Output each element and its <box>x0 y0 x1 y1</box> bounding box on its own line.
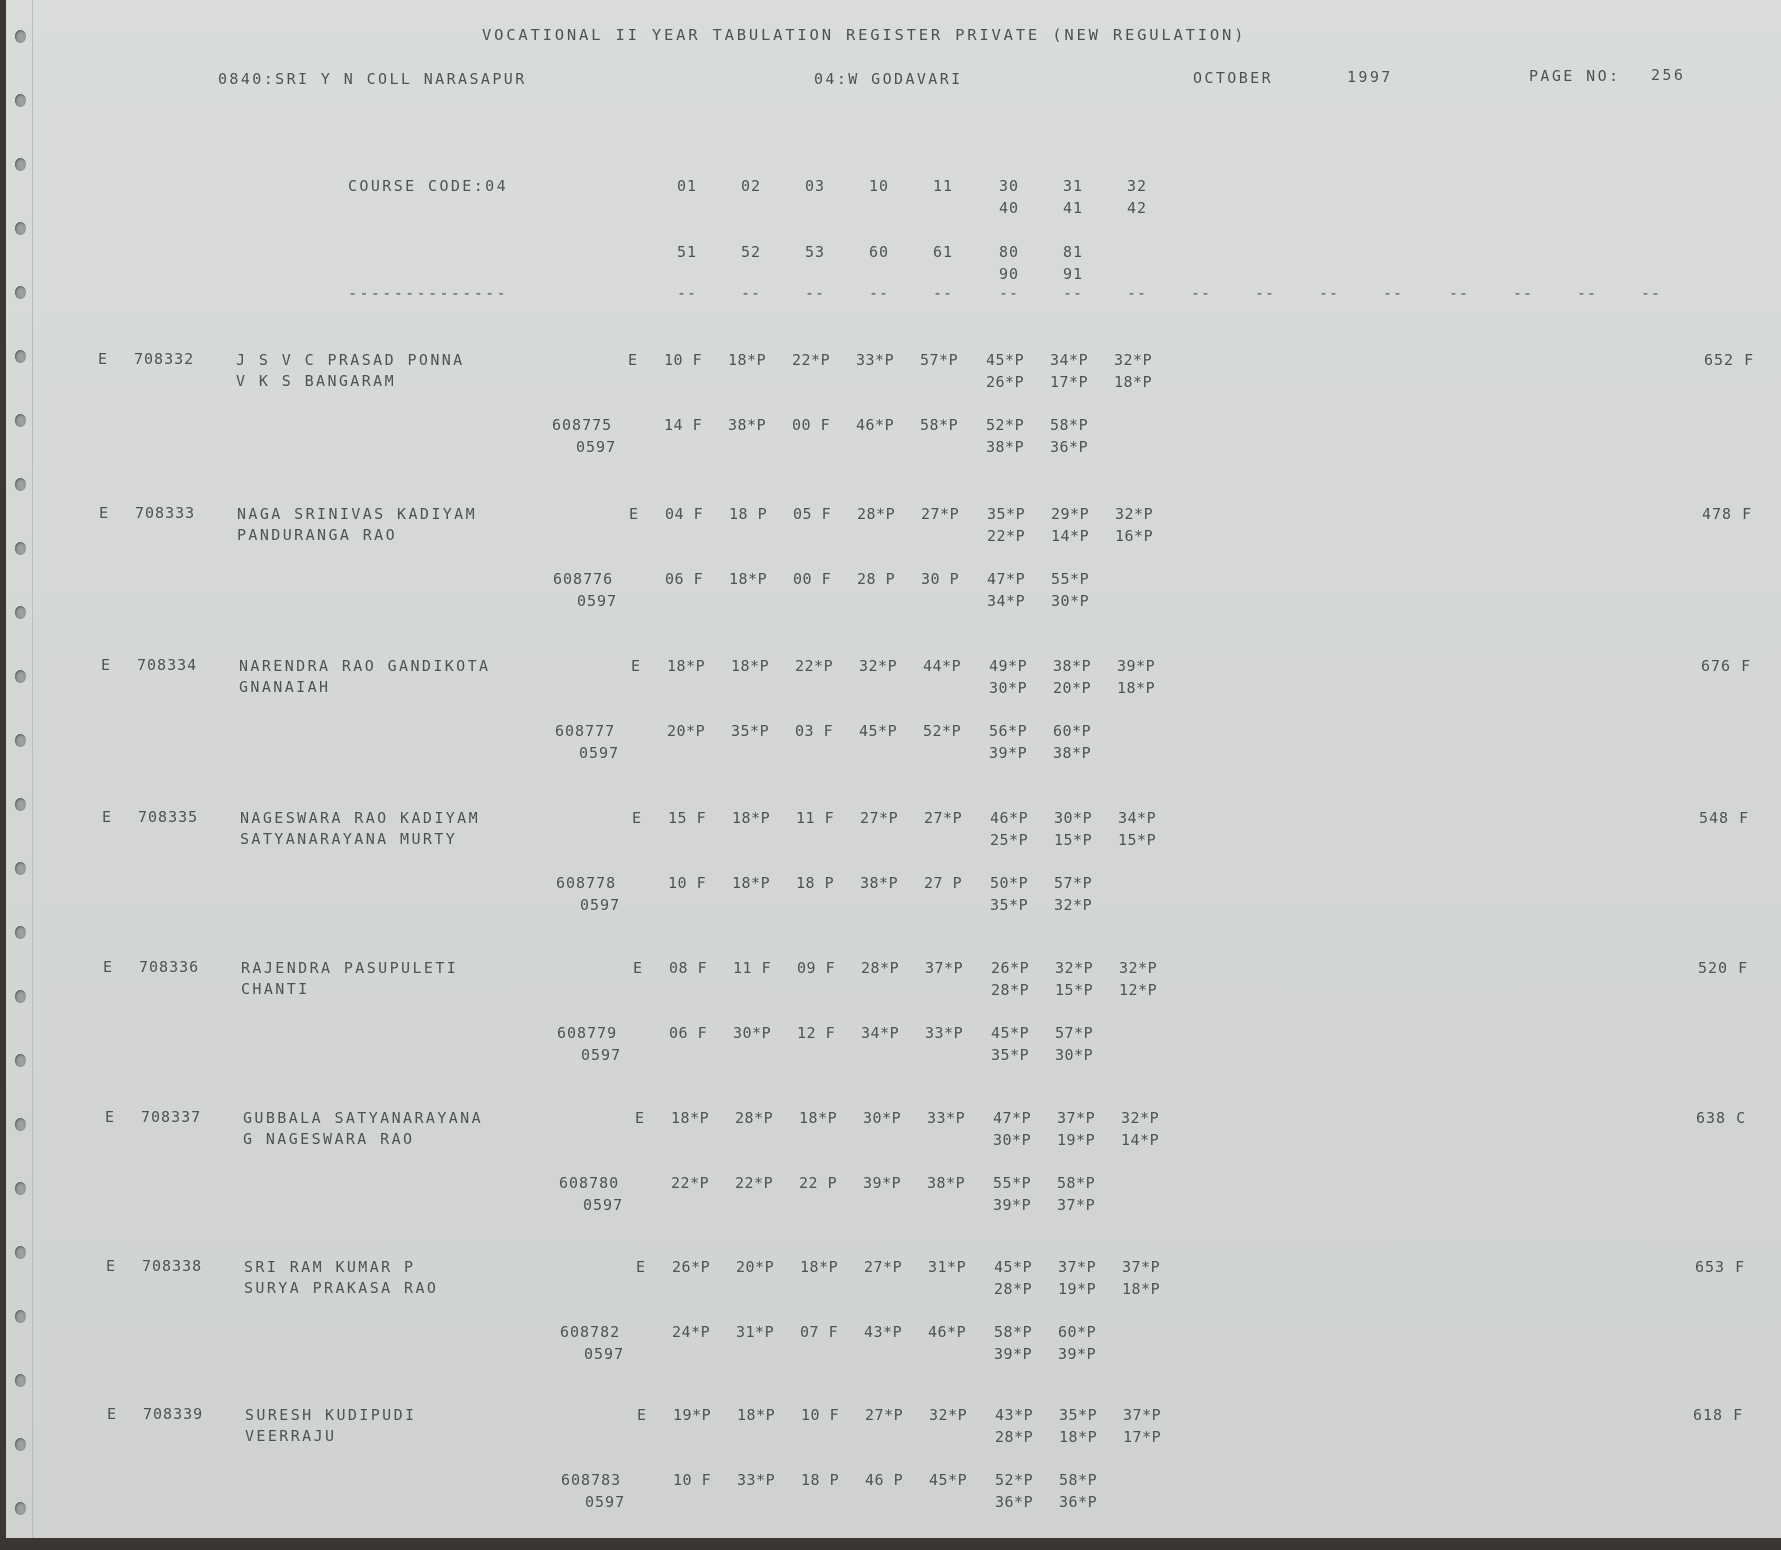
parent-name: PANDURANGA RAO <box>237 526 398 544</box>
subject-mark: 18*P <box>737 1406 776 1424</box>
subject-mark: 15*P <box>1055 981 1094 999</box>
subject-mark: 18*P <box>1117 679 1156 697</box>
subject-mark: 14 F <box>664 416 703 434</box>
subject-mark: 46*P <box>990 809 1029 827</box>
subject-mark: 43*P <box>995 1406 1034 1424</box>
subject-code: 53 <box>805 243 826 261</box>
feed-hole <box>15 1374 26 1387</box>
subject-mark: 60*P <box>1058 1323 1097 1341</box>
subject-mark: 34*P <box>1118 809 1157 827</box>
subject-mark: 34*P <box>1050 351 1089 369</box>
category-flag: E <box>636 1258 648 1276</box>
result-status: E <box>98 350 110 368</box>
grand-total: 520 F <box>1698 959 1749 977</box>
subject-mark: 58*P <box>1057 1174 1096 1192</box>
subject-mark: 14*P <box>1051 527 1090 545</box>
subject-code: 32 <box>1127 177 1148 195</box>
subject-mark: 26*P <box>986 373 1025 391</box>
column-dash: -- <box>1513 284 1534 302</box>
subject-mark: 10 F <box>801 1406 840 1424</box>
subject-mark: 22*P <box>987 527 1026 545</box>
subject-mark: 32*P <box>1055 959 1094 977</box>
subject-mark: 30*P <box>1055 1046 1094 1064</box>
feed-hole <box>15 286 26 299</box>
column-dash: -- <box>1577 284 1598 302</box>
subject-mark: 18*P <box>731 657 770 675</box>
subject-mark: 18*P <box>1114 373 1153 391</box>
subject-mark: 09 F <box>797 959 836 977</box>
subject-mark: 33*P <box>925 1024 964 1042</box>
previous-exam-code: 0597 <box>579 744 620 762</box>
subject-mark: 18*P <box>728 351 767 369</box>
subject-mark: 58*P <box>1050 416 1089 434</box>
subject-mark: 00 F <box>793 570 832 588</box>
result-status: E <box>106 1257 118 1275</box>
column-dash: -- <box>1255 284 1276 302</box>
subject-mark: 32*P <box>1121 1109 1160 1127</box>
roll-number: 708334 <box>137 656 198 674</box>
subject-mark: 20*P <box>667 722 706 740</box>
subject-mark: 46*P <box>928 1323 967 1341</box>
roll-number: 708337 <box>141 1108 202 1126</box>
subject-mark: 04 F <box>665 505 704 523</box>
subject-mark: 22 P <box>799 1174 838 1192</box>
subject-mark: 46*P <box>856 416 895 434</box>
subject-mark: 27*P <box>860 809 899 827</box>
subject-code: 03 <box>805 177 826 195</box>
subject-code: 90 <box>999 265 1020 283</box>
subject-mark: 18 P <box>729 505 768 523</box>
column-dash: -- <box>1641 284 1662 302</box>
subject-mark: 55*P <box>993 1174 1032 1192</box>
subject-mark: 57*P <box>1054 874 1093 892</box>
hall-ticket-number: 608782 <box>560 1323 621 1341</box>
subject-mark: 37*P <box>1057 1109 1096 1127</box>
subject-code: 01 <box>677 177 698 195</box>
page-label: PAGE NO: <box>1529 67 1621 85</box>
page-number: 256 <box>1651 66 1686 84</box>
hall-ticket-number: 608776 <box>553 570 614 588</box>
subject-mark: 45*P <box>991 1024 1030 1042</box>
subject-mark: 15*P <box>1118 831 1157 849</box>
subject-mark: 32*P <box>859 657 898 675</box>
subject-mark: 37*P <box>1058 1258 1097 1276</box>
course-code-label: COURSE CODE:04 <box>348 177 509 195</box>
subject-mark: 18*P <box>729 570 768 588</box>
subject-mark: 30*P <box>1051 592 1090 610</box>
subject-mark: 45*P <box>859 722 898 740</box>
feed-hole <box>15 542 26 555</box>
subject-mark: 39*P <box>994 1345 1033 1363</box>
parent-name: SURYA PRAKASA RAO <box>244 1279 439 1297</box>
subject-mark: 18*P <box>1122 1280 1161 1298</box>
feed-hole <box>15 1438 26 1451</box>
subject-code: 31 <box>1063 177 1084 195</box>
subject-mark: 60*P <box>1053 722 1092 740</box>
feed-hole <box>15 1054 26 1067</box>
feed-hole <box>15 1502 26 1515</box>
student-name: RAJENDRA PASUPULETI <box>241 959 459 977</box>
subject-mark: 19*P <box>673 1406 712 1424</box>
subject-mark: 55*P <box>1051 570 1090 588</box>
subject-mark: 30*P <box>993 1131 1032 1149</box>
subject-mark: 38*P <box>927 1174 966 1192</box>
hall-ticket-number: 608777 <box>555 722 616 740</box>
subject-mark: 19*P <box>1058 1280 1097 1298</box>
subject-mark: 29*P <box>1051 505 1090 523</box>
subject-mark: 45*P <box>986 351 1025 369</box>
subject-mark: 39*P <box>1117 657 1156 675</box>
subject-code: 80 <box>999 243 1020 261</box>
subject-mark: 10 F <box>668 874 707 892</box>
previous-exam-code: 0597 <box>585 1493 626 1511</box>
subject-mark: 37*P <box>1123 1406 1162 1424</box>
subject-mark: 58*P <box>920 416 959 434</box>
subject-mark: 16*P <box>1115 527 1154 545</box>
subject-mark: 56*P <box>989 722 1028 740</box>
subject-mark: 18*P <box>732 809 771 827</box>
subject-mark: 17*P <box>1123 1428 1162 1446</box>
subject-mark: 30 P <box>921 570 960 588</box>
previous-exam-code: 0597 <box>576 438 617 456</box>
subject-mark: 06 F <box>665 570 704 588</box>
column-dash: -- <box>1449 284 1470 302</box>
subject-mark: 33*P <box>927 1109 966 1127</box>
feed-hole <box>15 414 26 427</box>
subject-mark: 25*P <box>990 831 1029 849</box>
student-name: SRI RAM KUMAR P <box>244 1258 416 1276</box>
roll-number: 708339 <box>143 1405 204 1423</box>
previous-exam-code: 0597 <box>577 592 618 610</box>
feed-hole <box>15 990 26 1003</box>
subject-mark: 43*P <box>864 1323 903 1341</box>
subject-mark: 30*P <box>863 1109 902 1127</box>
column-dash: -- <box>1127 284 1148 302</box>
feed-hole <box>15 30 26 43</box>
subject-code: 42 <box>1127 199 1148 217</box>
subject-mark: 38*P <box>1053 657 1092 675</box>
subject-mark: 34*P <box>987 592 1026 610</box>
college-name: 0840:SRI Y N COLL NARASAPUR <box>218 70 527 88</box>
subject-mark: 20*P <box>1053 679 1092 697</box>
subject-mark: 07 F <box>800 1323 839 1341</box>
previous-exam-code: 0597 <box>583 1196 624 1214</box>
subject-mark: 15*P <box>1054 831 1093 849</box>
subject-code: 10 <box>869 177 890 195</box>
hall-ticket-number: 608779 <box>557 1024 618 1042</box>
subject-mark: 36*P <box>1050 438 1089 456</box>
subject-mark: 57*P <box>1055 1024 1094 1042</box>
subject-mark: 36*P <box>995 1493 1034 1511</box>
subject-mark: 32*P <box>1054 896 1093 914</box>
previous-exam-code: 0597 <box>581 1046 622 1064</box>
subject-mark: 50*P <box>990 874 1029 892</box>
category-flag: E <box>633 959 645 977</box>
subject-mark: 00 F <box>792 416 831 434</box>
subject-mark: 11 F <box>796 809 835 827</box>
feed-hole <box>15 350 26 363</box>
subject-mark: 33*P <box>737 1471 776 1489</box>
subject-mark: 12*P <box>1119 981 1158 999</box>
grand-total: 548 F <box>1699 809 1750 827</box>
subject-mark: 58*P <box>994 1323 1033 1341</box>
subject-mark: 36*P <box>1059 1493 1098 1511</box>
result-status: E <box>102 808 114 826</box>
subject-mark: 35*P <box>1059 1406 1098 1424</box>
hall-ticket-number: 608775 <box>552 416 613 434</box>
subject-mark: 18*P <box>800 1258 839 1276</box>
subject-mark: 15 F <box>668 809 707 827</box>
subject-code: 60 <box>869 243 890 261</box>
column-dash: -- <box>677 284 698 302</box>
feed-hole <box>15 94 26 107</box>
column-dash: -- <box>1319 284 1340 302</box>
subject-mark: 33*P <box>856 351 895 369</box>
subject-mark: 19*P <box>1057 1131 1096 1149</box>
feed-hole <box>15 222 26 235</box>
subject-mark: 57*P <box>920 351 959 369</box>
subject-mark: 35*P <box>991 1046 1030 1064</box>
column-dash: -- <box>933 284 954 302</box>
subject-mark: 38*P <box>1053 744 1092 762</box>
subject-code: 81 <box>1063 243 1084 261</box>
subject-mark: 18 P <box>801 1471 840 1489</box>
result-status: E <box>103 958 115 976</box>
student-name: NARENDRA RAO GANDIKOTA <box>239 657 491 675</box>
parent-name: SATYANARAYANA MURTY <box>240 830 458 848</box>
subject-mark: 14*P <box>1121 1131 1160 1149</box>
subject-mark: 37*P <box>1122 1258 1161 1276</box>
exam-month: OCTOBER <box>1193 69 1274 87</box>
subject-mark: 32*P <box>1115 505 1154 523</box>
parent-name: G NAGESWARA RAO <box>243 1130 415 1148</box>
result-status: E <box>105 1108 117 1126</box>
subject-mark: 34*P <box>861 1024 900 1042</box>
subject-mark: 39*P <box>989 744 1028 762</box>
subject-mark: 39*P <box>993 1196 1032 1214</box>
subject-mark: 22*P <box>735 1174 774 1192</box>
category-flag: E <box>629 505 641 523</box>
subject-mark: 52*P <box>923 722 962 740</box>
subject-mark: 18*P <box>667 657 706 675</box>
subject-mark: 08 F <box>669 959 708 977</box>
result-status: E <box>101 656 113 674</box>
subject-mark: 32*P <box>1114 351 1153 369</box>
subject-mark: 26*P <box>991 959 1030 977</box>
subject-mark: 10 F <box>673 1471 712 1489</box>
subject-mark: 17*P <box>1050 373 1089 391</box>
subject-mark: 12 F <box>797 1024 836 1042</box>
tractor-feed-holes <box>6 0 46 1538</box>
subject-mark: 58*P <box>1059 1471 1098 1489</box>
previous-exam-code: 0597 <box>584 1345 625 1363</box>
column-dash: -- <box>805 284 826 302</box>
subject-mark: 35*P <box>987 505 1026 523</box>
subject-mark: 18*P <box>1059 1428 1098 1446</box>
subject-code: 51 <box>677 243 698 261</box>
subject-mark: 30*P <box>989 679 1028 697</box>
roll-number: 708332 <box>134 350 195 368</box>
grand-total: 638 C <box>1696 1109 1747 1127</box>
subject-mark: 38*P <box>986 438 1025 456</box>
tabulation-register-sheet <box>6 0 1781 1538</box>
subject-mark: 18*P <box>732 874 771 892</box>
feed-hole <box>15 1118 26 1131</box>
subject-mark: 06 F <box>669 1024 708 1042</box>
subject-code: 61 <box>933 243 954 261</box>
subject-code: 30 <box>999 177 1020 195</box>
subject-mark: 47*P <box>987 570 1026 588</box>
column-dash: -- <box>869 284 890 302</box>
exam-year: 1997 <box>1347 68 1393 86</box>
category-flag: E <box>631 657 643 675</box>
subject-mark: 37*P <box>1057 1196 1096 1214</box>
grand-total: 676 F <box>1701 657 1752 675</box>
student-name: NAGA SRINIVAS KADIYAM <box>237 505 478 523</box>
subject-mark: 35*P <box>731 722 770 740</box>
roll-number: 708335 <box>138 808 199 826</box>
column-dash: -- <box>999 284 1020 302</box>
subject-mark: 27*P <box>865 1406 904 1424</box>
subject-mark: 30*P <box>1054 809 1093 827</box>
subject-mark: 45*P <box>929 1471 968 1489</box>
register-title: VOCATIONAL II YEAR TABULATION REGISTER PRIVATE (NEW REGULATION) <box>482 26 1247 44</box>
feed-hole <box>15 1310 26 1323</box>
subject-mark: 52*P <box>986 416 1025 434</box>
subject-mark: 37*P <box>925 959 964 977</box>
grand-total: 653 F <box>1695 1258 1746 1276</box>
subject-mark: 22*P <box>671 1174 710 1192</box>
subject-mark: 39*P <box>1058 1345 1097 1363</box>
subject-mark: 38*P <box>860 874 899 892</box>
subject-mark: 22*P <box>795 657 834 675</box>
subject-mark: 28*P <box>735 1109 774 1127</box>
subject-mark: 26*P <box>672 1258 711 1276</box>
subject-mark: 32*P <box>1119 959 1158 977</box>
feed-hole <box>15 1182 26 1195</box>
category-flag: E <box>628 351 640 369</box>
district-name: 04:W GODAVARI <box>814 70 963 88</box>
subject-mark: 28*P <box>995 1428 1034 1446</box>
result-status: E <box>99 504 111 522</box>
student-name: GUBBALA SATYANARAYANA <box>243 1109 484 1127</box>
subject-mark: 20*P <box>736 1258 775 1276</box>
subject-mark: 30*P <box>733 1024 772 1042</box>
subject-mark: 44*P <box>923 657 962 675</box>
subject-mark: 35*P <box>990 896 1029 914</box>
grand-total: 618 F <box>1693 1406 1744 1424</box>
subject-mark: 45*P <box>994 1258 1033 1276</box>
subject-mark: 03 F <box>795 722 834 740</box>
subject-mark: 18*P <box>671 1109 710 1127</box>
category-flag: E <box>635 1109 647 1127</box>
feed-hole <box>15 862 26 875</box>
parent-name: VEERRAJU <box>245 1427 337 1445</box>
roll-number: 708338 <box>142 1257 203 1275</box>
parent-name: CHANTI <box>241 980 310 998</box>
student-name: NAGESWARA RAO KADIYAM <box>240 809 481 827</box>
subject-mark: 52*P <box>995 1471 1034 1489</box>
subject-code: 52 <box>741 243 762 261</box>
subject-mark: 38*P <box>728 416 767 434</box>
subject-mark: 49*P <box>989 657 1028 675</box>
subject-mark: 18 P <box>796 874 835 892</box>
category-flag: E <box>637 1406 649 1424</box>
subject-code: 02 <box>741 177 762 195</box>
subject-mark: 28*P <box>857 505 896 523</box>
subject-mark: 32*P <box>929 1406 968 1424</box>
grand-total: 478 F <box>1702 505 1753 523</box>
subject-mark: 46 P <box>865 1471 904 1489</box>
subject-code: 40 <box>999 199 1020 217</box>
feed-hole <box>15 798 26 811</box>
subject-mark: 27*P <box>864 1258 903 1276</box>
column-dash: -- <box>1191 284 1212 302</box>
subject-mark: 31*P <box>736 1323 775 1341</box>
feed-hole <box>15 606 26 619</box>
subject-mark: 28*P <box>861 959 900 977</box>
parent-name: GNANAIAH <box>239 678 331 696</box>
student-name: SURESH KUDIPUDI <box>245 1406 417 1424</box>
roll-number: 708333 <box>135 504 196 522</box>
subject-code: 11 <box>933 177 954 195</box>
feed-hole <box>15 734 26 747</box>
subject-mark: 47*P <box>993 1109 1032 1127</box>
subject-mark: 11 F <box>733 959 772 977</box>
subject-mark: 24*P <box>672 1323 711 1341</box>
subject-mark: 27 P <box>924 874 963 892</box>
subject-mark: 28*P <box>991 981 1030 999</box>
result-status: E <box>107 1405 119 1423</box>
subject-mark: 31*P <box>928 1258 967 1276</box>
feed-hole <box>15 670 26 683</box>
subject-mark: 28 P <box>857 570 896 588</box>
roll-number: 708336 <box>139 958 200 976</box>
subject-mark: 27*P <box>921 505 960 523</box>
feed-hole <box>15 478 26 491</box>
student-name: J S V C PRASAD PONNA <box>236 351 465 369</box>
grand-total: 652 F <box>1704 351 1755 369</box>
previous-exam-code: 0597 <box>580 896 621 914</box>
feed-hole <box>15 926 26 939</box>
column-dash: -- <box>741 284 762 302</box>
column-dash: -- <box>1063 284 1084 302</box>
parent-name: V K S BANGARAM <box>236 372 397 390</box>
feed-hole <box>15 158 26 171</box>
subject-mark: 05 F <box>793 505 832 523</box>
subject-code: 41 <box>1063 199 1084 217</box>
subject-mark: 10 F <box>664 351 703 369</box>
perforation-line <box>32 0 33 1538</box>
subject-mark: 22*P <box>792 351 831 369</box>
subject-mark: 18*P <box>799 1109 838 1127</box>
column-dash: -- <box>1383 284 1404 302</box>
hall-ticket-number: 608780 <box>559 1174 620 1192</box>
feed-hole <box>15 1246 26 1259</box>
hall-ticket-number: 608778 <box>556 874 617 892</box>
hall-ticket-number: 608783 <box>561 1471 622 1489</box>
subject-mark: 27*P <box>924 809 963 827</box>
category-flag: E <box>632 809 644 827</box>
subject-mark: 39*P <box>863 1174 902 1192</box>
subject-mark: 28*P <box>994 1280 1033 1298</box>
subject-code: 91 <box>1063 265 1084 283</box>
course-code-underline: -------------- <box>348 284 509 302</box>
